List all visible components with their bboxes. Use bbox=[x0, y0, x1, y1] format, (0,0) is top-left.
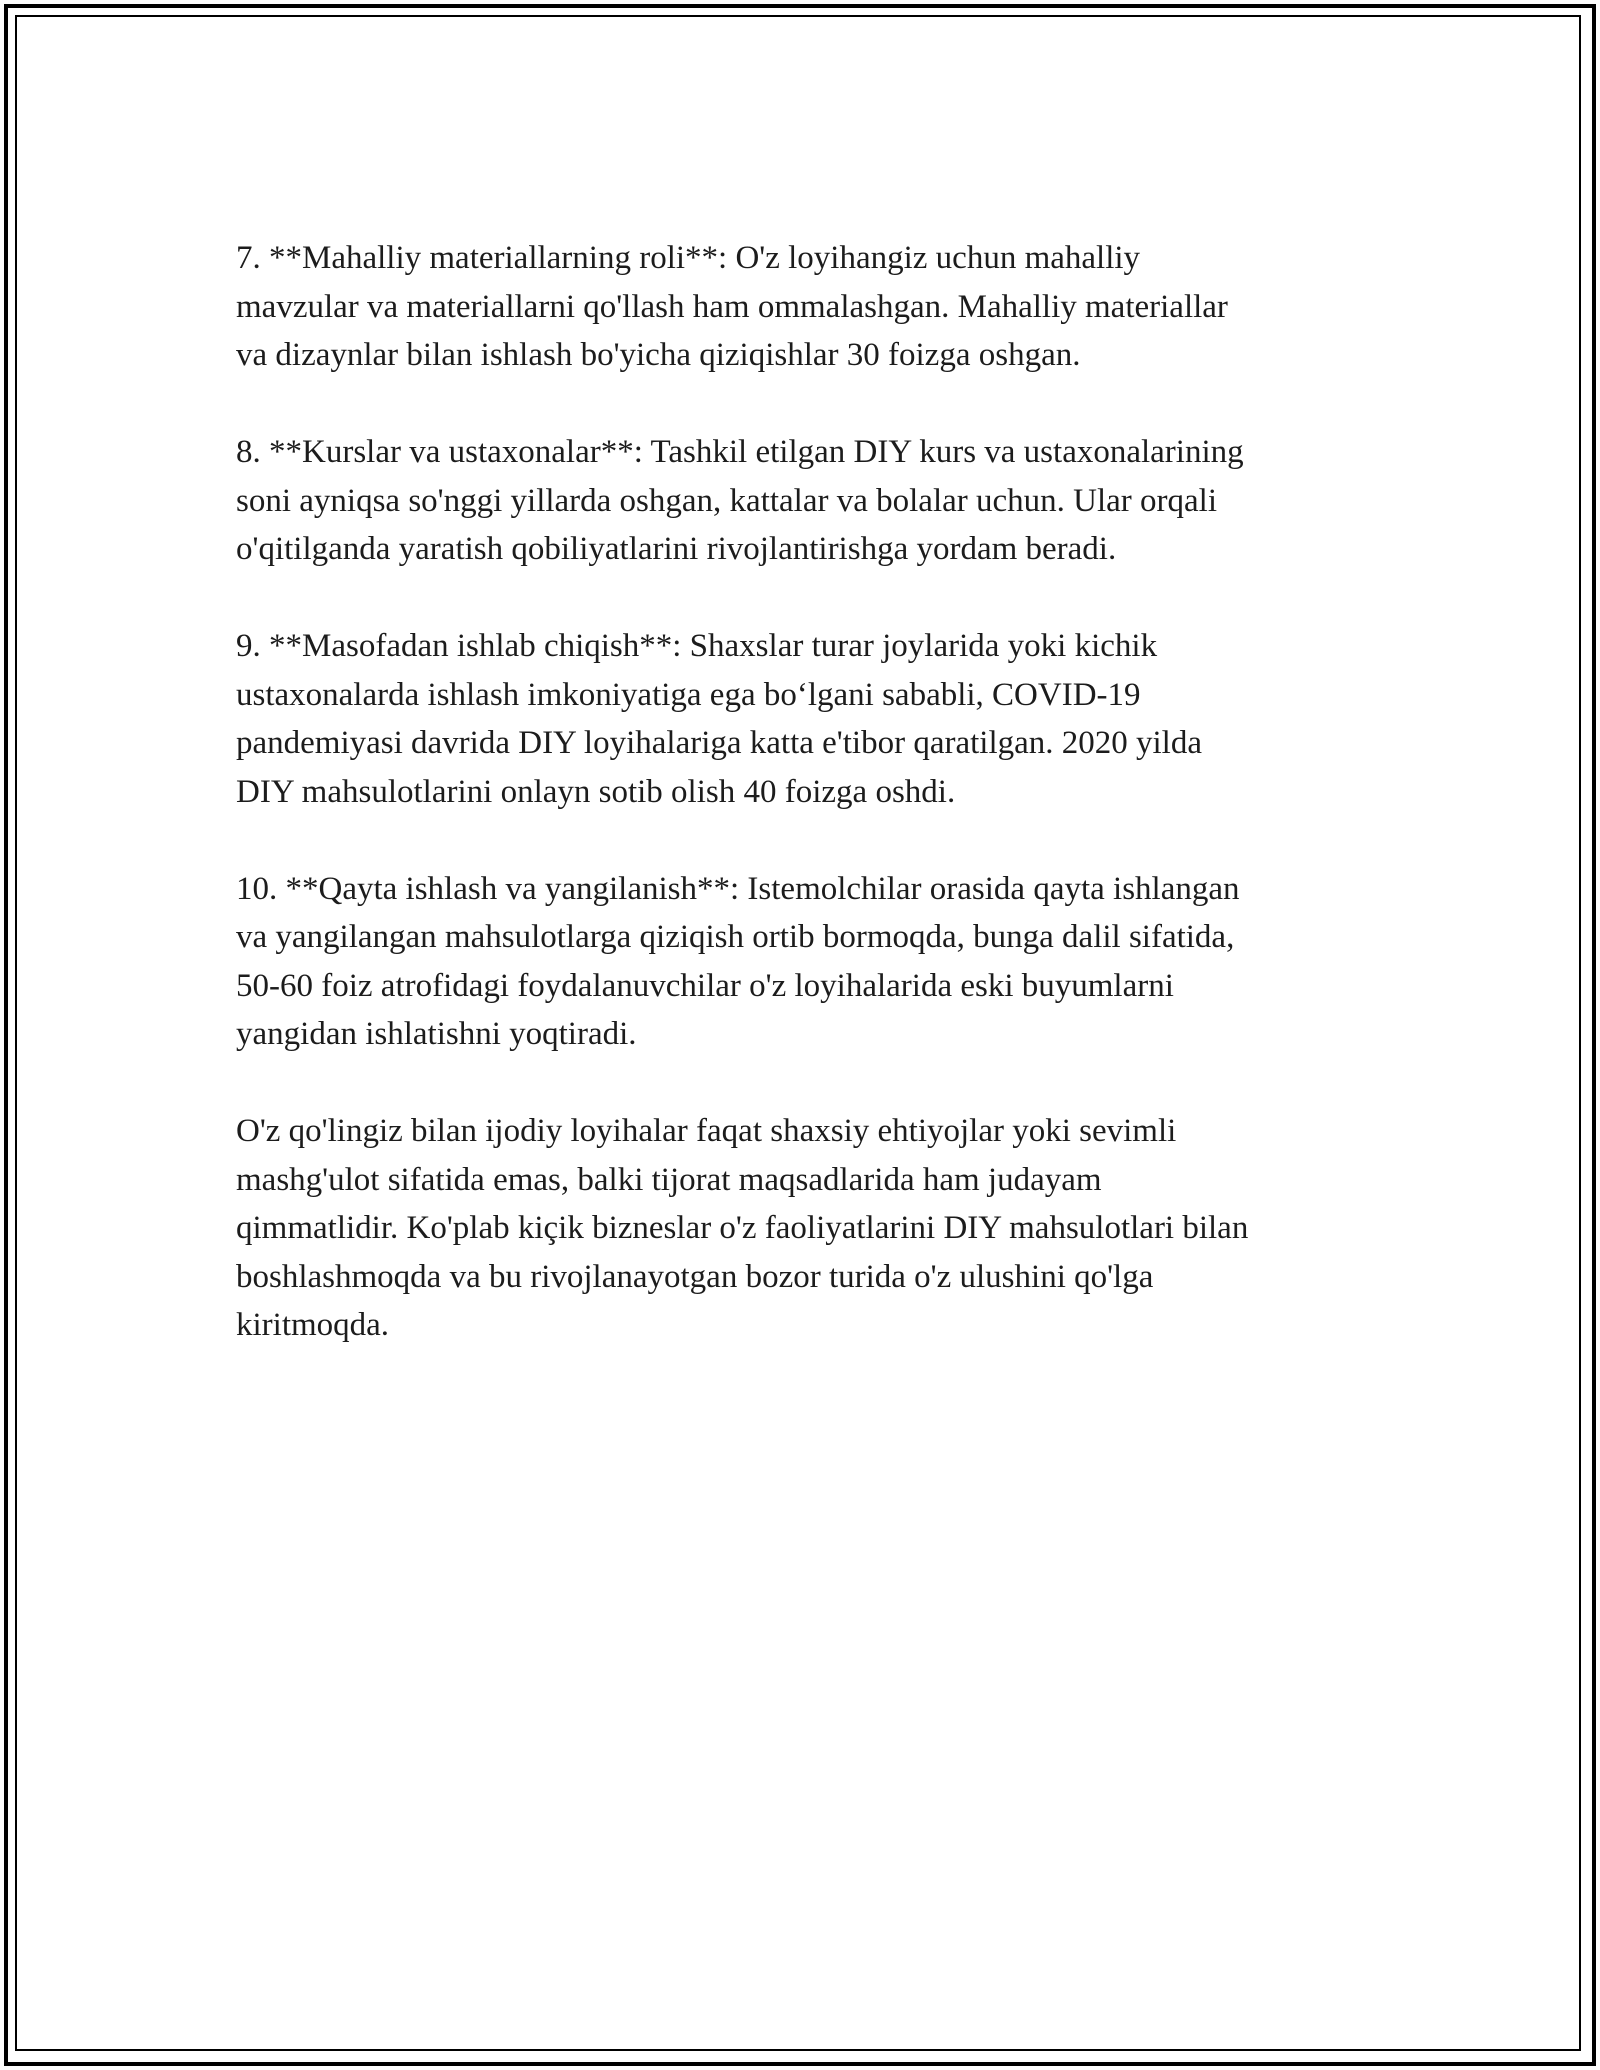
paragraph-item-9: 9. **Masofadan ishlab chiqish**: Shaxslar turar joylarida yoki kichik ustaxonalarda ishlash imkoniyatiga ega boʻlgani sababli, COVID-19 pandemiyasi davrida DIY loyihalariga katta e'tibor qaratilgan. 2020 yilda DIY mahsulotlarini onlayn sotib olish 40 foizga oshdi. bbox=[236, 628, 1202, 810]
paragraph-item-7: 7. **Mahalliy materiallarning roli**: O'z loyihangiz uchun mahalliy mavzular va materiallarni qo'llash ham ommalashgan. Mahalliy materiallar va dizaynlar bilan ishlash bo'yicha qiziqishlar 30 foizga oshgan. bbox=[236, 240, 1228, 373]
paragraph-item-8: 8. **Kurslar va ustaxonalar**: Tashkil etilgan DIY kurs va ustaxonalarining soni ayniqsa so'nggi yillarda oshgan, kattalar va bolalar uchun. Ular orqali o'qitilganda yaratish qobiliyatlarini rivojlantirishga yordam beradi. bbox=[236, 434, 1244, 567]
paragraph-item-10: 10. **Qayta ishlash va yangilanish**: Istemolchilar orasida qayta ishlangan va yangilangan mahsulotlarga qiziqish ortib bormoqda, bunga dalil sifatida, 50-60 foiz atrofidagi foydalanuvchilar o'z loyihalarida eski buyumlarni yangidan ishlatishni yoqtiradi. bbox=[236, 870, 1240, 1052]
document-body bbox=[236, 234, 1386, 1398]
paragraph-conclusion: O'z qo'lingiz bilan ijodiy loyihalar faqat shaxsiy ehtiyojlar yoki sevimli mashg'ulot sifatida emas, balki tijorat maqsadlarida ham judayam qimmatlidir. Ko'plab kiçik bizneslar o'z faoliyatlarini DIY mahsulotlari bilan boshlashmoqda va bu rivojlanayotgan bozor turida o'z ulushini qo'lga kiritmoqda. bbox=[236, 1113, 1249, 1343]
